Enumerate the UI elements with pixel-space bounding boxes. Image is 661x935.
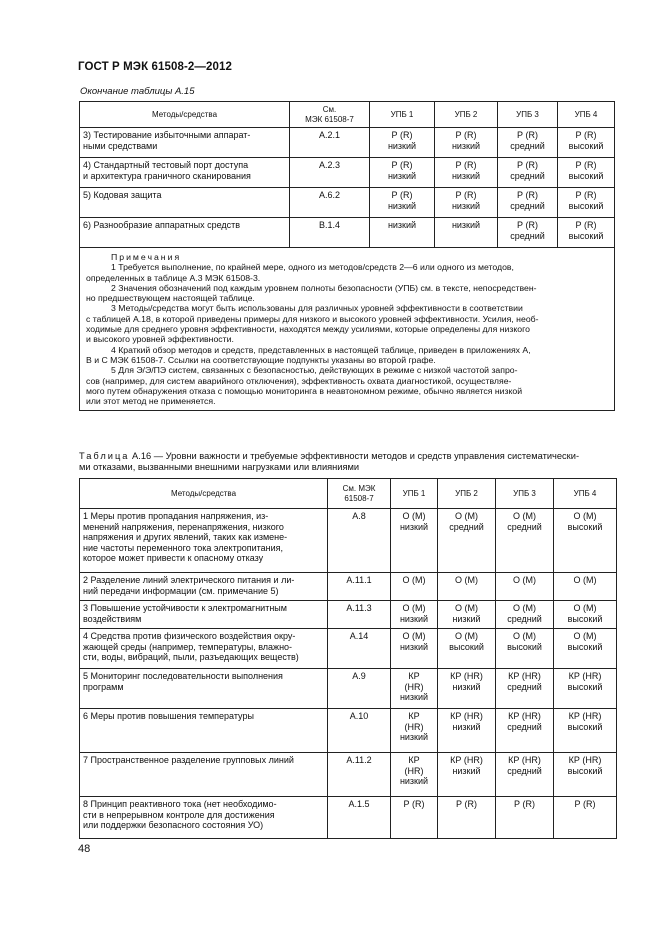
effectiveness-value: низкий [451, 170, 481, 181]
col-ref-line1: См. [322, 105, 337, 114]
upb1-cell [370, 188, 435, 218]
upb1-cell [370, 158, 435, 188]
col-ref-line2: 61508-7 [344, 493, 374, 503]
effectiveness-value: высокий [567, 721, 603, 732]
upb2-cell [435, 158, 498, 188]
table-row [80, 709, 617, 753]
upb1-cell [391, 709, 438, 753]
method-line: 3 Повышение устойчивости к электромагнитным [83, 603, 287, 613]
rec-value: Р (R) [575, 220, 597, 230]
upb2-cell [438, 753, 496, 797]
upb1-cell [391, 669, 438, 709]
upb2-cell [435, 128, 498, 158]
col-upb1: УПБ 1 [370, 102, 435, 128]
effectiveness-value: высокий [567, 641, 603, 652]
method-cell: 6 Меры против повышения температуры [80, 709, 328, 753]
rec-value: О (М) [402, 511, 426, 521]
ref-cell: А.2.1 [290, 128, 370, 158]
effectiveness-value: высокий [567, 521, 603, 532]
note-line: с таблицей А.18, в которой приведены примеры для низкого и высокого уровней эффективности. Усилия, необ- [86, 313, 539, 324]
upb3-cell: Р (R) [496, 797, 554, 839]
col-ref [328, 479, 391, 509]
rec-value: Р (R) [575, 190, 597, 200]
effectiveness-value: высокий [449, 641, 484, 652]
upb2-cell: низкий [435, 218, 498, 248]
table-a16 [79, 478, 617, 839]
method-line: и архитектура граничного сканирования [83, 170, 251, 181]
upb1-cell [391, 629, 438, 669]
upb4-cell: О (М) [554, 573, 617, 601]
upb3-cell [496, 629, 554, 669]
effectiveness-value: высокий [567, 681, 603, 692]
ref-cell: А.6.2 [290, 188, 370, 218]
ref-cell: А.11.1 [328, 573, 391, 601]
upb1-cell: низкий [370, 218, 435, 248]
effectiveness-value: низкий [452, 721, 481, 732]
effectiveness-value: низкий [451, 140, 481, 151]
upb4-cell [554, 709, 617, 753]
upb1-cell [391, 601, 438, 629]
upb4-cell: Р (R) [554, 797, 617, 839]
ref-cell: А.2.3 [290, 158, 370, 188]
method-line: 4) Стандартный тестовый порт доступа [83, 160, 249, 170]
col-ref [290, 102, 370, 128]
table-row [80, 573, 617, 601]
effectiveness-value: средний [507, 681, 542, 692]
upb3-cell [496, 601, 554, 629]
note-4 [86, 345, 608, 366]
table-word: Таблица [79, 451, 130, 461]
method-cell [80, 669, 328, 709]
rec-value: КР (HR) [568, 755, 602, 765]
effectiveness-value: низкий [387, 200, 417, 211]
effectiveness-value: низкий [387, 170, 417, 181]
upb4-cell [554, 753, 617, 797]
upb2-cell: О (М) [438, 573, 496, 601]
ref-cell: А.1.5 [328, 797, 391, 839]
rec-value: Р (R) [517, 220, 538, 230]
method-line: ние частоты переменного тока электропитания, [83, 542, 284, 553]
method-line: ными средствами [83, 140, 158, 151]
rec-value: О (М) [402, 631, 426, 641]
rec-value: Р (R) [391, 190, 413, 200]
rec-value: О (М) [573, 511, 597, 521]
upb1-cell [370, 128, 435, 158]
method-cell [80, 601, 328, 629]
page-number: 48 [78, 843, 91, 855]
method-cell: 6) Разнообразие аппаратных средств [80, 218, 290, 248]
col-upb3: УПБ 3 [498, 102, 558, 128]
effectiveness-value: средний [507, 765, 542, 776]
ref-cell: А.10 [328, 709, 391, 753]
note-line: сов (например, для систем аварийного отключения), эффективность охвата диагностикой, осуществляе- [86, 375, 512, 386]
table-row [80, 629, 617, 669]
note-line: ходимые для среднего уровня эффективности, находятся между усилиями, которые определены для низкого [86, 324, 530, 335]
effectiveness-value: средний [507, 521, 542, 532]
ref-cell: А.9 [328, 669, 391, 709]
rec-value: О (М) [455, 603, 478, 613]
effectiveness-value: низкий [399, 521, 429, 532]
effectiveness-value: высокий [567, 613, 603, 624]
note-line: и высокого уровней эффективности. [86, 334, 234, 345]
effectiveness-value: средний [510, 200, 545, 211]
effectiveness-value: низкий [452, 681, 481, 692]
method-line: жающей среды (например, температуры, влажно- [83, 641, 293, 652]
rec-value: О (М) [513, 631, 536, 641]
upb2-cell [435, 188, 498, 218]
rec-value: О (М) [402, 603, 426, 613]
upb3-cell [498, 158, 558, 188]
note-line: 1 Требуется выполнение, по крайней мере, одного из методов/средств 2—6 или одного из методов, [111, 262, 514, 273]
upb4-cell [554, 509, 617, 573]
method-line: воздействиям [83, 613, 142, 624]
upb2-cell: Р (R) [438, 797, 496, 839]
notes-cell [80, 248, 615, 411]
table-row [80, 158, 615, 188]
table-row [80, 188, 615, 218]
ref-cell: А.8 [328, 509, 391, 573]
rec-value: Р (R) [391, 160, 413, 170]
rec-value: Р (R) [455, 190, 477, 200]
upb2-cell [438, 509, 496, 573]
col-ref-line2: МЭК 61508-7 [305, 114, 354, 124]
effectiveness-value: низкий [399, 613, 429, 624]
effectiveness-value: низкий [399, 732, 429, 742]
upb3-cell [498, 218, 558, 248]
rec-value: КР (HR) [450, 755, 483, 765]
effectiveness-value: низкий [399, 692, 429, 702]
col-ref-line1: См. МЭК [342, 484, 376, 493]
method-cell [80, 629, 328, 669]
method-line: программ [83, 681, 124, 692]
rec-value: Р (R) [575, 160, 597, 170]
upb3-cell: О (М) [496, 573, 554, 601]
effectiveness-value: низкий [452, 765, 481, 776]
method-cell [80, 797, 328, 839]
upb4-cell [554, 601, 617, 629]
rec-value: О (М) [513, 511, 536, 521]
upb3-cell [496, 669, 554, 709]
effectiveness-value: высокий [568, 230, 604, 241]
rec-value: О (М) [573, 631, 597, 641]
upb4-cell [554, 629, 617, 669]
notes-title: Примечания [111, 252, 182, 262]
rec-value: КР [408, 711, 420, 721]
upb3-cell [498, 188, 558, 218]
effectiveness-value: высокий [568, 140, 604, 151]
rec-value: Р (R) [455, 130, 477, 140]
effectiveness-value: высокий [568, 200, 604, 211]
upb1-cell [391, 753, 438, 797]
note-line: В и С МЭК 61508-7. Ссылки на соответствующие подпункты указаны во второй графе. [86, 354, 436, 365]
ref-cell: А.14 [328, 629, 391, 669]
note-3 [86, 303, 608, 344]
table-row [80, 669, 617, 709]
method-line: 3) Тестирование избыточными аппарат- [83, 130, 251, 140]
method-line: 8 Принцип реактивного тока (нет необходимо- [83, 799, 277, 809]
effectiveness-value: средний [510, 140, 545, 151]
upb4-cell [558, 128, 615, 158]
table-row [80, 601, 617, 629]
method-line: ний передачи информации (см. примечание 5) [83, 585, 279, 596]
effectiveness-value: средний [449, 521, 484, 532]
document-header: ГОСТ Р МЭК 61508-2—2012 [78, 61, 232, 73]
note-line: или этот метод не применяется. [86, 396, 216, 407]
effectiveness-value: низкий [399, 641, 429, 652]
rec-value-code: (HR) [404, 721, 424, 732]
upb3-cell [498, 128, 558, 158]
note-line: 3 Методы/средства могут быть использованы для различных уровней эффективности в соответствии [111, 303, 523, 314]
rec-value: КР (HR) [568, 671, 602, 681]
method-line: напряжения и других явлений, таких как измене- [83, 532, 288, 542]
method-line: 2 Разделение линий электрического питания и ли- [83, 575, 295, 585]
rec-value: Р (R) [455, 160, 477, 170]
col-upb3: УПБ 3 [496, 479, 554, 509]
upb1-cell [391, 509, 438, 573]
method-cell [80, 128, 290, 158]
method-cell [80, 573, 328, 601]
rec-value: Р (R) [517, 160, 538, 170]
rec-value: Р (R) [517, 190, 538, 200]
upb1-cell: О (М) [391, 573, 438, 601]
upb4-cell [554, 669, 617, 709]
upb2-cell [438, 669, 496, 709]
ref-cell: А.11.2 [328, 753, 391, 797]
table-row [80, 509, 617, 573]
col-upb2: УПБ 2 [435, 102, 498, 128]
rec-value: О (М) [455, 511, 478, 521]
rec-value-code: (HR) [404, 765, 424, 776]
effectiveness-value: низкий [399, 776, 429, 786]
rec-value: О (М) [573, 603, 597, 613]
rec-value: КР [408, 671, 420, 681]
table2-header-row [80, 479, 617, 509]
upb4-cell [558, 218, 615, 248]
effectiveness-value: низкий [387, 140, 417, 151]
effectiveness-value: средний [507, 613, 542, 624]
rec-value: КР (HR) [568, 711, 602, 721]
rec-value: Р (R) [575, 130, 597, 140]
effectiveness-value: низкий [452, 613, 481, 624]
note-line: но предшествующем настоящей таблице. [86, 293, 255, 304]
method-line: сти в непрерывном контроле для достижения [83, 809, 275, 820]
rec-value: КР (HR) [508, 671, 541, 681]
method-cell [80, 509, 328, 573]
rec-value: Р (R) [391, 130, 413, 140]
col-upb2: УПБ 2 [438, 479, 496, 509]
method-line: 5 Мониторинг последовательности выполнения [83, 671, 283, 681]
ref-cell: В.1.4 [290, 218, 370, 248]
method-cell: 7 Пространственное разделение групповых линий [80, 753, 328, 797]
col-upb4: УПБ 4 [558, 102, 615, 128]
method-line: менений напряжения, перенапряжения, низкого [83, 521, 284, 532]
col-methods: Методы/средства [80, 479, 328, 509]
col-upb1: УПБ 1 [391, 479, 438, 509]
note-2 [86, 283, 608, 304]
method-line: сти, воды, вибраций, пыли, разъедающих веществ) [83, 652, 299, 662]
table-row [80, 128, 615, 158]
rec-value: О (М) [455, 631, 478, 641]
ref-cell: А.11.3 [328, 601, 391, 629]
effectiveness-value: средний [510, 170, 545, 181]
table-a15-end [79, 101, 615, 411]
effectiveness-value: средний [510, 230, 545, 241]
effectiveness-value: средний [507, 721, 542, 732]
method-line: которое может привести к опасному отказу [83, 553, 264, 563]
rec-value: КР (HR) [450, 711, 483, 721]
table-row [80, 753, 617, 797]
note-1 [86, 262, 608, 283]
effectiveness-value: высокий [507, 641, 542, 652]
note-line: 2 Значения обозначений под каждым уровнем полноты безопасности (УПБ) см. в тексте, непосредствен- [111, 282, 537, 293]
upb2-cell [438, 709, 496, 753]
note-line: 5 Для Э/Э/ПЭ систем, связанных с безопасностью, действующих в режиме с низкой частотой запро- [111, 365, 518, 376]
note-line: 4 Краткий обзор методов и средств, представленных в настоящей таблице, приведен в приложениях А, [111, 344, 531, 355]
col-upb4: УПБ 4 [554, 479, 617, 509]
rec-value-code: (HR) [404, 681, 424, 692]
upb2-cell [438, 629, 496, 669]
note-line: определенных в таблице А.3 МЭК 61508-3. [86, 272, 261, 283]
table1-caption: Окончание таблицы А.15 [80, 86, 195, 97]
table2-caption [79, 451, 616, 473]
rec-value: Р (R) [517, 130, 538, 140]
effectiveness-value: низкий [451, 200, 481, 211]
rec-value: О (М) [513, 603, 536, 613]
table-row [80, 218, 615, 248]
caption-text: А.16 — Уровни важности и требуемые эффективности методов и средств управления систематически- [129, 451, 580, 461]
upb3-cell [496, 509, 554, 573]
upb3-cell [496, 753, 554, 797]
table1-header-row [80, 102, 615, 128]
rec-value: КР (HR) [508, 755, 541, 765]
upb1-cell: Р (R) [391, 797, 438, 839]
notes-row [80, 248, 615, 411]
upb4-cell [558, 158, 615, 188]
rec-value: КР [408, 755, 420, 765]
upb4-cell [558, 188, 615, 218]
method-line: 1 Меры против пропадания напряжения, из- [83, 511, 269, 521]
method-line: или поддержки безопасного состояния УО) [83, 820, 264, 830]
method-cell [80, 158, 290, 188]
upb3-cell [496, 709, 554, 753]
effectiveness-value: высокий [567, 765, 603, 776]
method-line: 4 Средства против физического воздействия окру- [83, 631, 296, 641]
caption-text-line2: ми отказами, вызванными внешними нагрузками или влияниями [79, 462, 360, 472]
method-cell: 5) Кодовая защита [80, 188, 290, 218]
effectiveness-value: высокий [568, 170, 604, 181]
table-row [80, 797, 617, 839]
note-line: мого путем обнаружения отказа с помощью мониторинга в неавтономном режиме, обычно является низкой [86, 385, 523, 396]
rec-value: КР (HR) [450, 671, 483, 681]
col-methods: Методы/средства [80, 102, 290, 128]
note-5 [86, 365, 608, 406]
upb2-cell [438, 601, 496, 629]
rec-value: КР (HR) [508, 711, 541, 721]
